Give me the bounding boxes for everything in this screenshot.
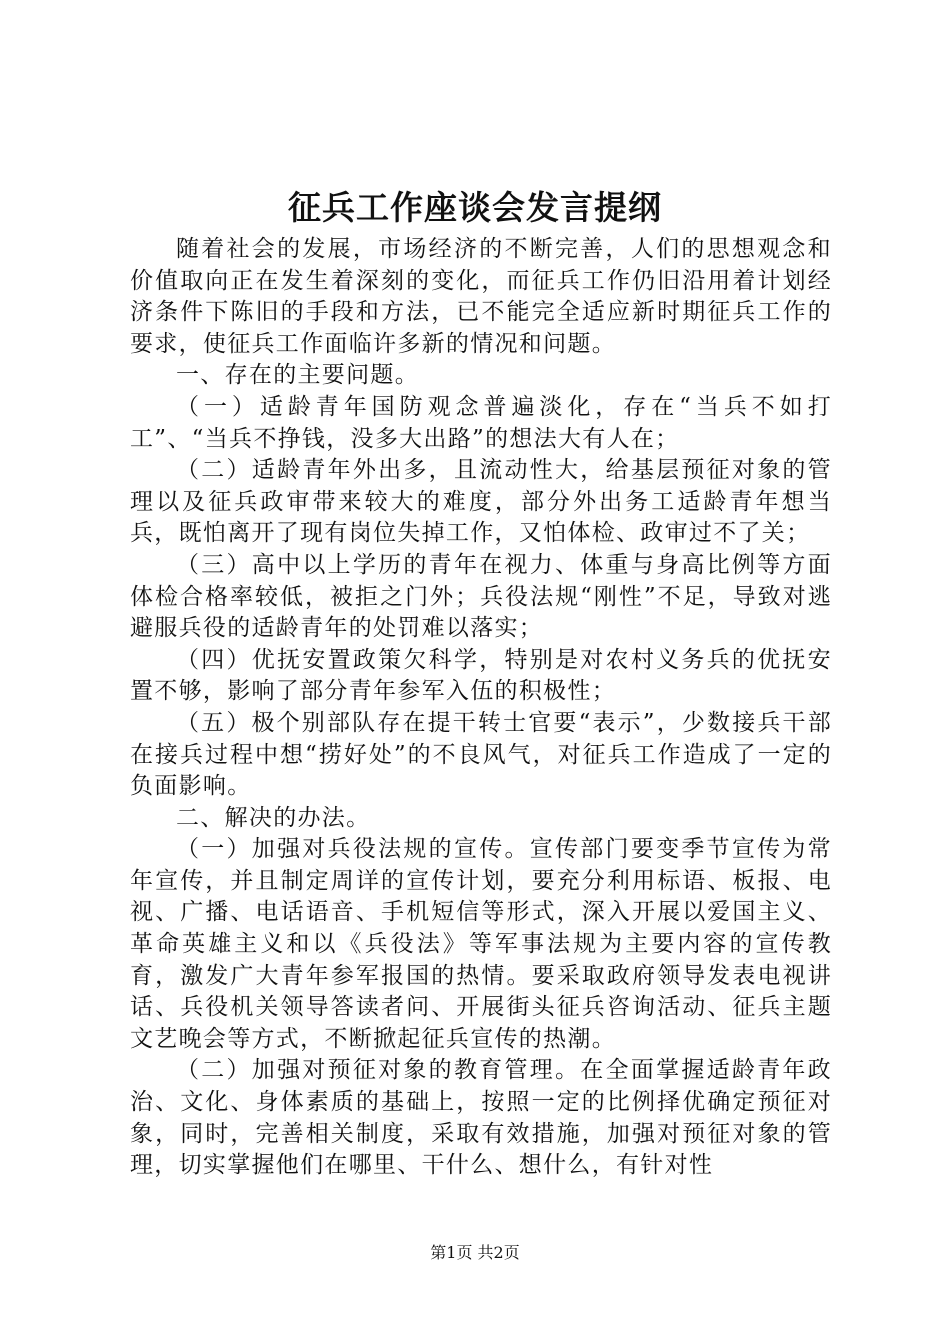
paragraph-problem-1: （一）适龄青年国防观念普遍淡化，存在“当兵不如打工”、“当兵不挣钱，没多大出路”的想法大有人在；	[130, 393, 832, 452]
section-heading-problems: 一、存在的主要问题。	[176, 362, 419, 389]
section-heading-solutions: 二、解决的办法。	[176, 804, 371, 831]
paragraph-problem-4: （四）优抚安置政策欠科学，特别是对农村义务兵的优抚安置不够，影响了部分青年参军入伍的积极性；	[130, 646, 832, 705]
paragraph-problem-3: （三）高中以上学历的青年在视力、体重与身高比例等方面体检合格率较低，被拒之门外；兵役法规“刚性”不足，导致对逃避服兵役的适龄青年的处罚难以落实；	[130, 551, 832, 642]
page-footer: 第1页 共2页	[430, 1243, 520, 1262]
paragraph-solution-2: （二）加强对预征对象的教育管理。在全面掌握适龄青年政治、文化、身体素质的基础上，按照一定的比例择优确定预征对象，同时，完善相关制度，采取有效措施，加强对预征对象的管理，切实掌握他们在哪里、干什么、想什么，有针对性	[130, 1057, 832, 1179]
paragraph-problem-2: （二）适龄青年外出多，且流动性大，给基层预征对象的管理以及征兵政审带来较大的难度，部分外出务工适龄青年想当兵，既怕离开了现有岗位失掉工作，又怕体检、政审过不了关；	[130, 457, 832, 547]
document-title: 征兵工作座谈会发言提纲	[288, 188, 662, 227]
paragraph-intro: 随着社会的发展，市场经济的不断完善，人们的思想观念和价值取向正在发生着深刻的变化，而征兵工作仍旧沿用着计划经济条件下陈旧的手段和方法，已不能完全适应新时期征兵工作的要求，使征兵工作面临许多新的情况和问题。	[130, 236, 832, 357]
document-body	[130, 234, 832, 1182]
paragraph-problem-5: （五）极个别部队存在提干转士官要“表示”，少数接兵干部在接兵过程中想“捞好处”的不良风气，对征兵工作造成了一定的负面影响。	[130, 709, 832, 800]
paragraph-solution-1: （一）加强对兵役法规的宣传。宣传部门要变季节宣传为常年宣传，并且制定周详的宣传计划，要充分利用标语、板报、电视、广播、电话语音、手机短信等形式，深入开展以爱国主义、革命英雄主义和以《兵役法》等军事法规为主要内容的宣传教育，激发广大青年参军报国的热情。要采取政府领导发表电视讲话、兵役机关领导答读者问、开展街头征兵咨询活动、征兵主题文艺晚会等方式，不断掀起征兵宣传的热潮。	[130, 836, 832, 1052]
